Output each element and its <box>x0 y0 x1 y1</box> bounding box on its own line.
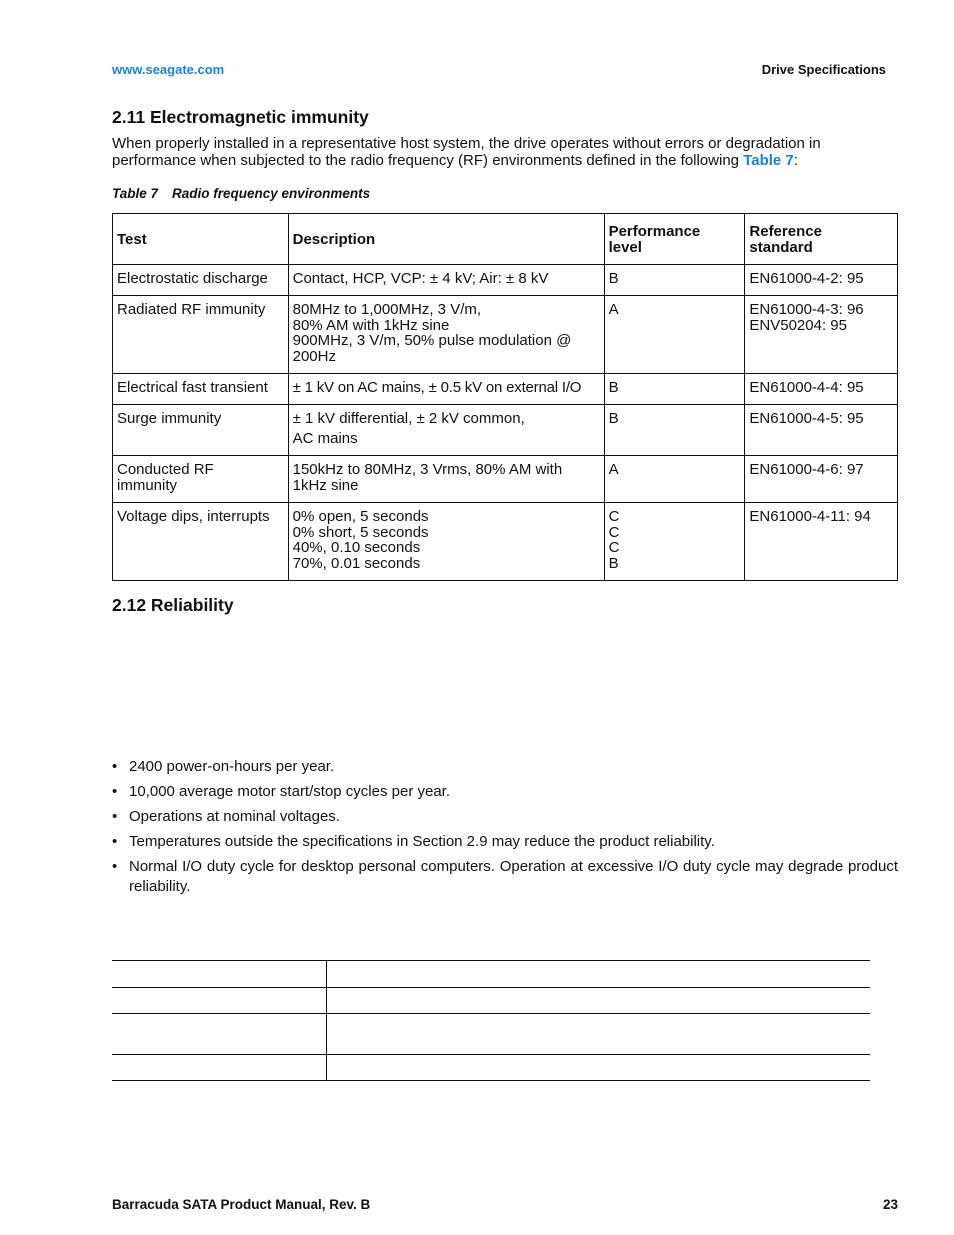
level-line: B <box>608 554 619 572</box>
intro-paragraph <box>112 135 898 169</box>
std-line: ENV50204: 95 <box>749 316 847 334</box>
header-reference-standard-text: Reference standard <box>749 223 822 256</box>
empty-table-row <box>112 1013 870 1054</box>
table-row <box>113 296 898 374</box>
desc-line: 40%, 0.10 seconds <box>292 539 421 557</box>
column-divider <box>326 1014 327 1054</box>
header-link[interactable]: www.seagate.com <box>112 62 225 77</box>
empty-table-bottom-rule <box>112 1080 870 1081</box>
table-7-link[interactable]: Table 7 <box>743 152 794 169</box>
bullet-icon: • <box>112 808 118 825</box>
list-item <box>112 783 898 801</box>
std-line: EN61000-4-3: 96 <box>749 301 864 318</box>
std-line: EN61000-4-6: 97 <box>749 461 864 478</box>
list-item-text: Temperatures outside the specifications in Section 2.9 may reduce the product reliability. <box>129 833 715 850</box>
level-line: C <box>608 508 620 525</box>
table-caption-title: Radio frequency environments <box>172 186 371 201</box>
level-line: C <box>608 539 620 557</box>
desc-line: 0% short, 5 seconds <box>292 523 429 541</box>
cell-standard <box>745 405 898 456</box>
cell-level <box>604 405 745 456</box>
list-item <box>112 808 898 826</box>
bullet-icon: • <box>112 858 118 875</box>
column-divider <box>326 988 327 1013</box>
cell-standard <box>745 503 898 581</box>
bullet-icon: • <box>112 783 118 800</box>
cell-level <box>604 296 745 374</box>
cell-level <box>604 265 745 296</box>
empty-table-row <box>112 1054 870 1080</box>
footer-page-number: 23 <box>882 1197 898 1212</box>
cell-standard <box>745 456 898 503</box>
cell-level <box>604 374 745 405</box>
desc-line: 0% open, 5 seconds <box>292 508 429 525</box>
desc-line: 900MHz, 3 V/m, 50% pulse modulation @ 200Hz <box>292 332 572 365</box>
bullet-icon: • <box>112 758 118 775</box>
header-description: Description <box>288 214 604 265</box>
header-test: Test <box>113 214 289 265</box>
cell-description <box>288 265 604 296</box>
reliability-assumptions-list <box>112 758 898 904</box>
desc-line: 70%, 0.01 seconds <box>292 554 421 572</box>
bullet-icon: • <box>112 833 118 850</box>
cell-test-text: Conducted RF immunity <box>117 461 214 494</box>
footer-manual-title: Barracuda SATA Product Manual, Rev. B <box>112 1197 371 1212</box>
desc-line: ± 1 kV differential, ± 2 kV common, <box>292 410 525 427</box>
empty-table <box>112 960 870 1081</box>
cell-description <box>288 503 604 581</box>
desc-line: Contact, HCP, VCP: ± 4 kV; Air: ± 8 kV <box>292 270 549 287</box>
section-heading-emi: 2.11 Electromagnetic immunity <box>112 107 369 127</box>
intro-text: When properly installed in a representative host system, the drive operates without errors or degradation in performance when subjected to the radio frequency (RF) environments defined in the following <box>112 135 821 169</box>
table-row <box>113 456 898 503</box>
table-caption <box>112 186 370 201</box>
cell-test: Voltage dips, interrupts <box>113 503 289 581</box>
table-row <box>113 374 898 405</box>
list-item-text: Operations at nominal voltages. <box>129 808 340 825</box>
cell-description <box>288 405 604 456</box>
intro-text-end: : <box>793 152 798 169</box>
header-section-title: Drive Specifications <box>761 62 886 77</box>
table-header-row <box>113 214 898 265</box>
desc-line: 80MHz to 1,000MHz, 3 V/m, <box>292 301 482 318</box>
desc-line: 80% AM with 1kHz sine <box>292 316 450 334</box>
cell-test: Electrical fast transient <box>113 374 289 405</box>
cell-description <box>288 374 604 405</box>
empty-table-row <box>112 987 870 1013</box>
table-caption-number: Table 7 <box>112 186 159 201</box>
level-line: C <box>608 523 620 541</box>
cell-description <box>288 296 604 374</box>
header-reference-standard <box>745 214 898 265</box>
std-line: EN61000-4-5: 95 <box>749 410 864 427</box>
table-row <box>113 503 898 581</box>
cell-level <box>604 456 745 503</box>
desc-line: AC mains <box>292 429 358 447</box>
section-heading-reliability: 2.12 Reliability <box>112 595 234 615</box>
rf-environments-table <box>112 213 898 581</box>
list-item-text: 10,000 average motor start/stop cycles per year. <box>129 783 450 800</box>
level-line: A <box>608 461 619 478</box>
level-line: B <box>608 379 619 396</box>
list-item <box>112 758 898 776</box>
header-performance-level <box>604 214 745 265</box>
table-row <box>113 265 898 296</box>
std-line: EN61000-4-11: 94 <box>749 508 871 525</box>
desc-line: 150kHz to 80MHz, 3 Vrms, 80% AM with 1kHz sine <box>292 461 563 494</box>
table-row <box>113 405 898 456</box>
level-line: B <box>608 270 619 287</box>
cell-standard <box>745 296 898 374</box>
cell-test: Surge immunity <box>113 405 289 456</box>
cell-test: Radiated RF immunity <box>113 296 289 374</box>
desc-line: ± 1 kV on AC mains, ± 0.5 kV on external I/O <box>292 379 582 396</box>
header-performance-level-text: Performance level <box>608 223 701 256</box>
level-line: B <box>608 410 619 427</box>
std-line: EN61000-4-4: 95 <box>749 379 864 396</box>
column-divider <box>326 1055 327 1080</box>
level-line: A <box>608 301 619 318</box>
cell-test <box>113 456 289 503</box>
cell-level <box>604 503 745 581</box>
empty-table-row <box>112 960 870 987</box>
cell-test: Electrostatic discharge <box>113 265 289 296</box>
list-item-text: Normal I/O duty cycle for desktop personal computers. Operation at excessive I/O duty cycle may degrade product reliability. <box>129 858 898 895</box>
cell-description <box>288 456 604 503</box>
cell-standard <box>745 374 898 405</box>
list-item <box>112 833 898 851</box>
list-item-text: 2400 power-on-hours per year. <box>129 758 335 775</box>
std-line: EN61000-4-2: 95 <box>749 270 864 287</box>
list-item <box>112 857 898 897</box>
cell-standard <box>745 265 898 296</box>
column-divider <box>326 961 327 987</box>
